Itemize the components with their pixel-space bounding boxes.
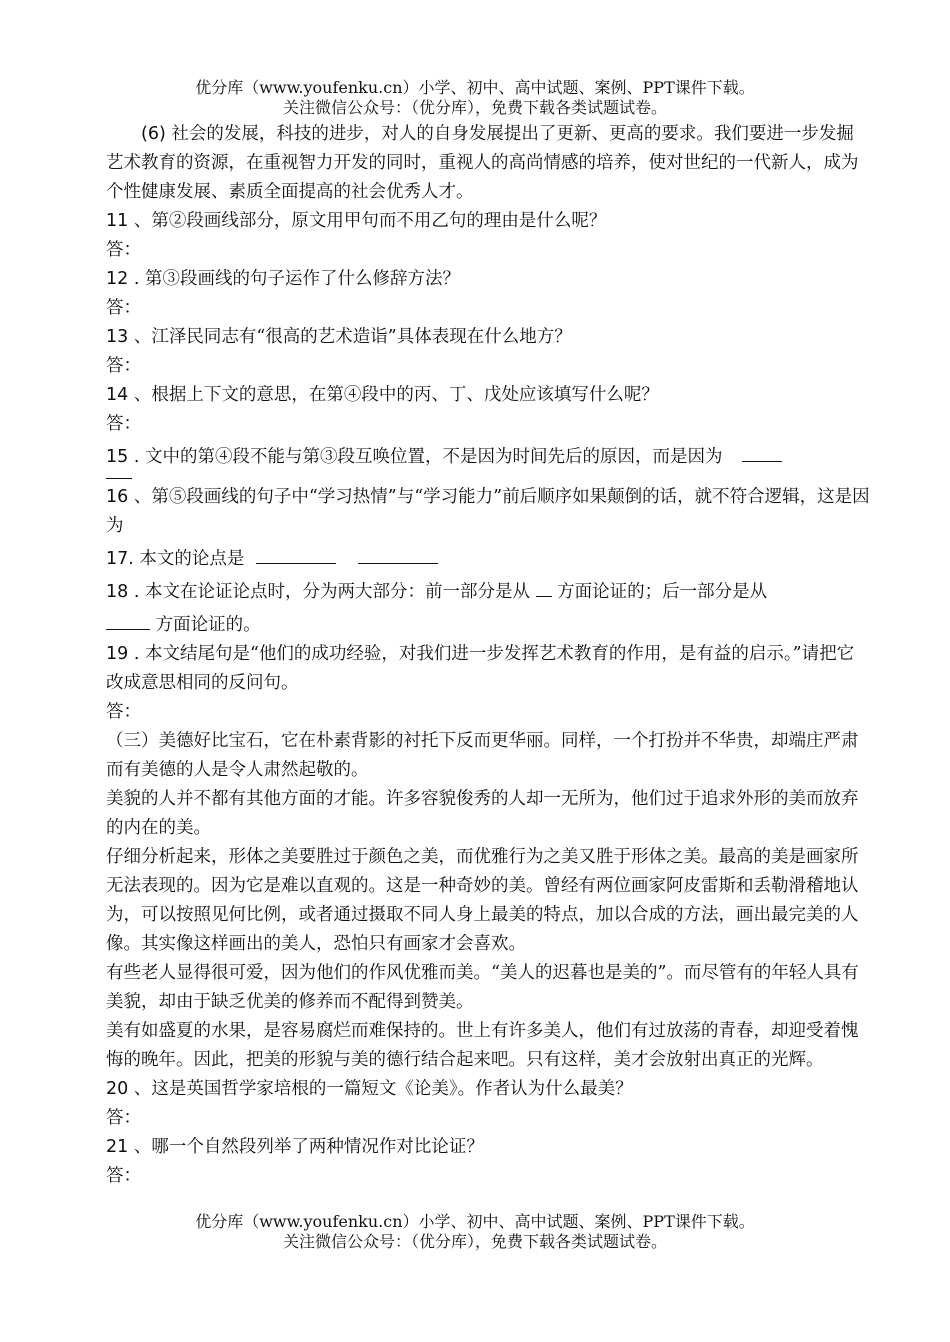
answer-20: 答： (106, 1108, 141, 1128)
passage-3-paragraph-4: 有些老人显得很可爱，因为他们的作风优雅而美。“美人的迟暮也是美的”。而尽管有的年轻人具有美貌，却由于缺乏优美的修养而不配得到赞美。 (106, 963, 859, 1012)
question-text: 本文的论点是 (133, 549, 245, 569)
passage-3-paragraph-3: 仔细分析起来，形体之美要胜过于颜色之美，而优雅行为之美又胜于形体之美。最高的美是画家所无法表现的。因为它是难以直观的。这是一种奇妙的美。曾经有两位画家阿皮雷斯和丢勒滑稽地认为，可以按照见何比例，或者通过摄取不同人身上最美的特点，加以合成的方法，画出最完美的人像。其实像这样画出的美人，恐怕只有画家才会喜欢。 (106, 847, 859, 954)
question-number: 16 (106, 487, 129, 507)
question-text-c: 方面论证的。 (155, 615, 261, 635)
question-text: 、根据上下文的意思，在第④段中的丙、丁、戊处应该填写什么呢？ (128, 385, 659, 405)
answer-14: 答： (106, 414, 141, 434)
question-12 (106, 265, 870, 294)
paragraph-text: 社会的发展，科技的进步，对人的自身发展提出了更新、更高的要求。我们要进一步发掘艺术教育的资源，在重视智力开发的同时，重视人的高尚情感的培养，使对世纪的一代新人，成为个性健康发展、素质全面提高的社会优秀人才。 (106, 124, 859, 202)
question-15 (106, 439, 870, 472)
question-number: 17. (106, 549, 134, 569)
passage-3-paragraph-2: 美貌的人并不都有其他方面的才能。许多容貌俊秀的人却一无所为，他们过于追求外形的美而放弃的内在的美。 (106, 789, 859, 838)
question-text: 、这是英国哲学家培根的一篇短文《论美》。作者认为什么最美？ (128, 1079, 633, 1099)
question-number: 20 (106, 1079, 129, 1099)
question-number: 15 (106, 447, 129, 467)
question-number: 18 (106, 582, 129, 602)
question-number: 14 (106, 385, 129, 405)
question-20 (106, 1075, 870, 1104)
question-text: 、哪一个自然段列举了两种情况作对比论证？ (128, 1137, 484, 1157)
question-text: 、第⑤段画线的句子中“学习热情”与“学习能力”前后顺序如果颠倒的话，就不符合逻辑，这是因为 (106, 487, 870, 536)
answer-blank-2[interactable] (358, 541, 438, 564)
footer-line-2: 关注微信公众号：（优分库），免费下载各类试题试卷。 (282, 1232, 667, 1251)
question-14 (106, 381, 870, 410)
answer-blank-1[interactable] (536, 574, 552, 597)
answer-19: 答： (106, 702, 141, 722)
question-21 (106, 1133, 870, 1162)
answer-12: 答： (106, 298, 141, 318)
question-text: . 文中的第④段不能与第③段互唤位置，不是因为时间先后的原因，而是因为 (128, 447, 723, 467)
answer-blank-1[interactable] (256, 541, 336, 564)
answer-line-15 (106, 472, 870, 479)
question-text-a: . 本文在论证论点时，分为两大部分：前一部分是从 (128, 582, 530, 602)
answer-blank[interactable] (742, 439, 782, 462)
question-19 (106, 640, 870, 698)
question-13 (106, 323, 870, 352)
passage-3-paragraph-1: （三）美德好比宝石，它在朴素背影的衬托下反而更华丽。同样，一个打扮并不华贵，却端庄严肃而有美德的人是令人肃然起敬的。 (106, 731, 859, 780)
question-number: 11 (106, 211, 129, 231)
question-text: 、第②段画线部分，原文用甲句而不用乙句的理由是什么呢？ (128, 211, 607, 231)
answer-blank-continued[interactable] (106, 472, 132, 479)
answer-13: 答： (106, 356, 141, 376)
passage-paragraph-6 (106, 120, 870, 207)
question-number: 12 (106, 269, 129, 289)
question-text: . 第③段画线的句子运作了什么修辞方法？ (128, 269, 460, 289)
question-text-b: 方面论证的；后一部分是从 (557, 582, 768, 602)
footer-line-1: 优分库（www.youfenku.cn）小学、初中、高中试题、案例、PPT课件下载。 (195, 1212, 755, 1231)
question-18 (106, 574, 870, 640)
question-text: . 本文结尾句是“他们的成功经验，对我们进一步发挥艺术教育的作用，是有益的启示。”请把它改成意思相同的反问句。 (106, 644, 855, 693)
passage-3-paragraph-5: 美有如盛夏的水果，是容易腐烂而难保持的。世上有许多美人，他们有过放荡的青春，却迎受着愧悔的晚年。因此，把美的形貌与美的德行结合起来吧。只有这样，美才会放射出真正的光辉。 (106, 1021, 859, 1070)
answer-11: 答： (106, 240, 141, 260)
answer-21: 答： (106, 1166, 141, 1186)
paragraph-number: (6) (141, 124, 166, 144)
page-header (0, 78, 950, 118)
question-number: 13 (106, 327, 129, 347)
question-number: 19 (106, 644, 129, 664)
question-16 (106, 483, 870, 541)
question-11 (106, 207, 870, 236)
header-line-1: 优分库（www.youfenku.cn）小学、初中、高中试题、案例、PPT课件下载。 (195, 78, 755, 97)
question-text: 、江泽民同志有“很高的艺术造诣”具体表现在什么地方？ (128, 327, 572, 347)
question-number: 21 (106, 1137, 129, 1157)
question-17 (106, 541, 870, 574)
document-body (106, 120, 870, 1191)
page-footer (0, 1212, 950, 1252)
header-line-2: 关注微信公众号：（优分库），免费下载各类试题试卷。 (282, 98, 667, 117)
answer-blank-2[interactable] (106, 607, 150, 630)
